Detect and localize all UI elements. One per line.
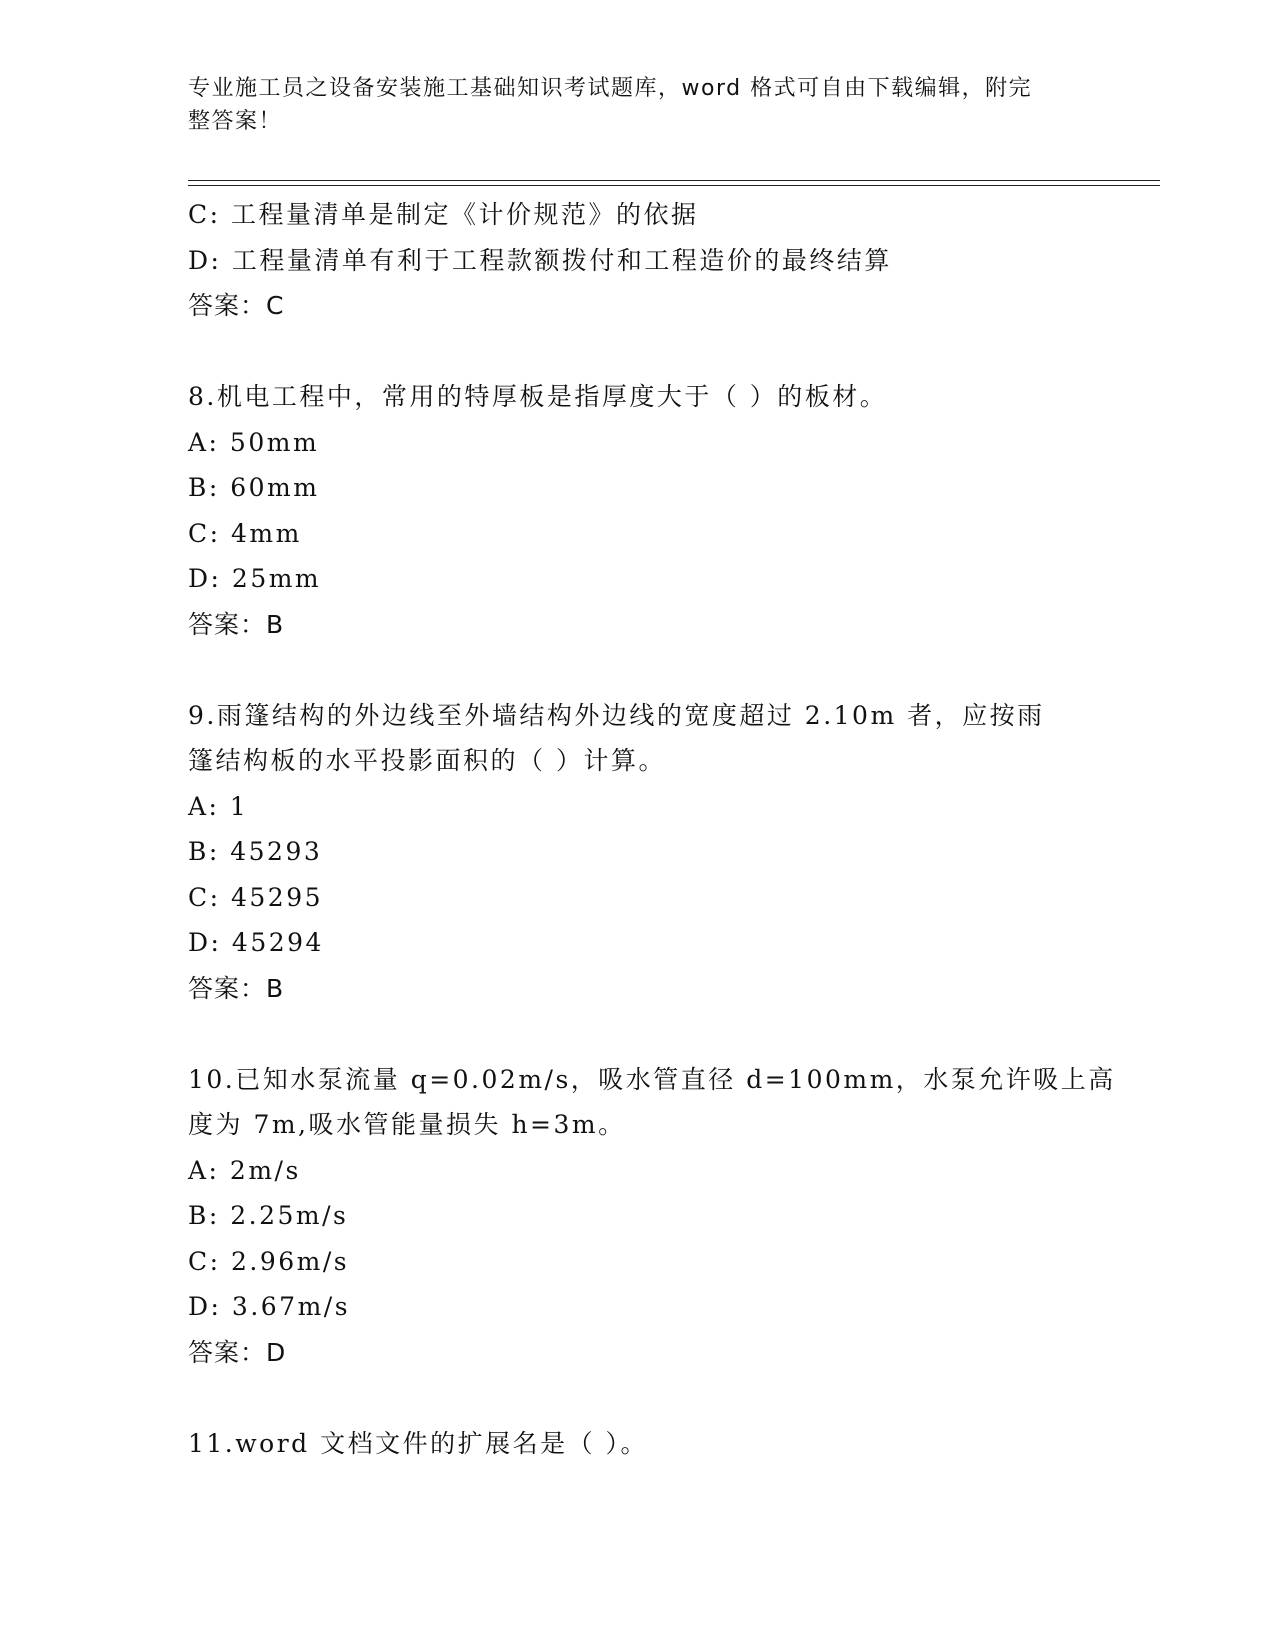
option-a: A: 50mm [188,427,320,457]
question-stem-continued: 篷结构板的水平投影面积的（ ）计算。 [188,746,666,775]
header-line-2: 整答案！ [188,109,283,134]
spacer [188,329,1088,375]
option-c: C: 2.96m/s [188,1246,350,1276]
header-divider-top [188,180,1160,181]
document-header [188,72,1068,138]
spacer [188,1011,1088,1057]
spacer [188,647,1088,693]
option-a: A: 2m/s [188,1155,301,1185]
answer-line: 答案：D [188,1337,287,1367]
header-divider-bottom [188,185,1160,186]
spacer [188,1375,1088,1421]
option-d: D: 25mm [188,564,322,593]
question-9 [188,693,1088,1012]
question-10 [188,1057,1116,1376]
answer-line: 答案：B [188,973,285,1003]
answer-line: 答案：C [188,291,285,320]
option-c: C: 4mm [188,518,302,548]
option-b: B: 2.25m/s [188,1201,349,1230]
option-a: A: 1 [188,791,249,821]
answer-line: 答案：B [188,609,285,639]
question-11 [188,1421,1088,1467]
option-d: D: 45294 [188,928,324,957]
option-c: C: 45295 [188,882,324,912]
question-list [188,192,1116,1466]
question-8 [188,374,1088,647]
option-d: D: 工程量清单有利于工程款额拨付和工程造价的最终结算 [188,245,892,275]
header-line-1: 专业施工员之设备安装施工基础知识考试题库，word 格式可自由下载编辑，附完 [188,76,1033,101]
question-continued [188,192,1088,329]
question-stem: 8.机电工程中，常用的特厚板是指厚度大于（ ）的板材。 [188,382,888,411]
question-stem: 10.已知水泵流量 q=0.02m/s，吸水管直径 d=100mm，水泵允许吸上高 [188,1064,1116,1094]
option-b: B: 60mm [188,473,320,502]
question-stem: 9.雨篷结构的外边线至外墙结构外边线的宽度超过 2.10m 者，应按雨 [188,700,1045,730]
option-d: D: 3.67m/s [188,1292,351,1321]
option-b: B: 45293 [188,837,323,866]
question-stem-continued: 度为 7m,吸水管能量损失 h=3m。 [188,1110,626,1139]
option-c: C: 工程量清单是制定《计价规范》的依据 [188,200,699,229]
question-stem: 11.word 文档文件的扩展名是（ ）。 [188,1428,649,1458]
